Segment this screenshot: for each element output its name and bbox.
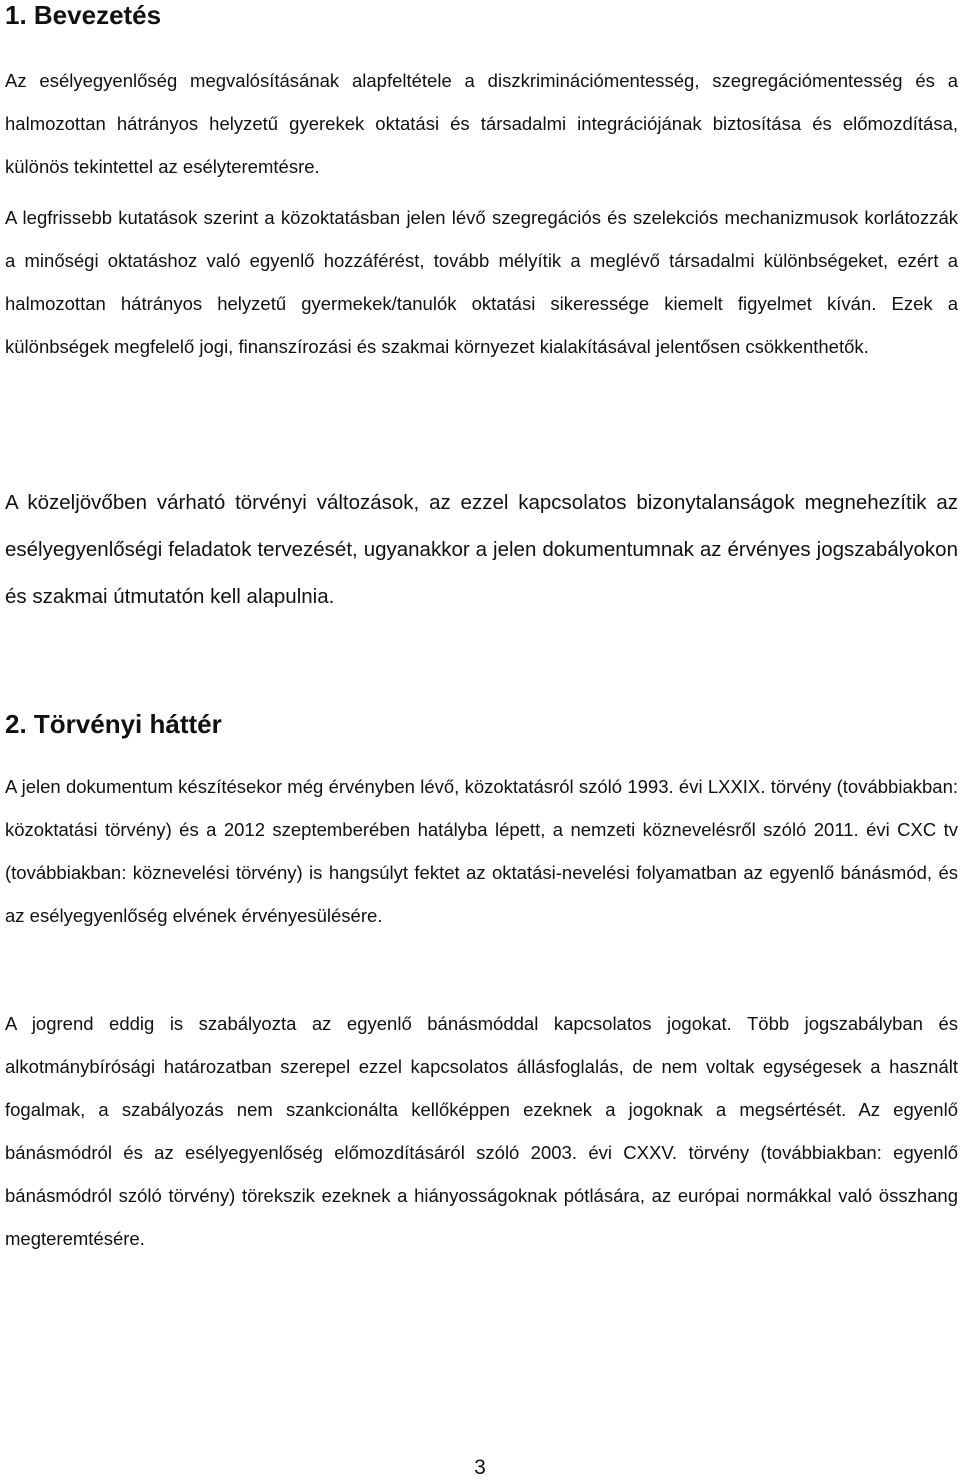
intro-paragraph: Az esélyegyenlőség megvalósításának alapfeltétele a diszkriminációmentesség, szegregációmentesség és a halmozottan hátrányos helyzetű gyerekek oktatási és társadalmi integrációjának biztosítása és előmozdítása, különös tekintettel az esélyteremtésre. xyxy=(5,70,958,177)
legal-changes-paragraph: A közeljövőben várható törvényi változások, az ezzel kapcsolatos bizonytalanságok megnehezítik az esélyegyenlőségi feladatok tervezését, ugyanakkor a jelen dokumentumnak az érvényes jogszabályokon és szakmai útmutatón kell alapulnia. xyxy=(5,491,958,608)
section-2-heading: 2. Törvényi háttér xyxy=(5,709,222,739)
legal-order-paragraph: A jogrend eddig is szabályozta az egyenlő bánásmóddal kapcsolatos jogokat. Több jogszabályban és alkotmánybírósági határozatban szerepel ezzel kapcsolatos állásfoglalás, de nem voltak egységesek a használt fogalmak, a szabályozás nem szankcionálta kellőképpen ezeknek a jogoknak a megsértését. Az egyenlő bánásmódról és az esélyegyenlőség előmozdításáról szóló 2003. évi CXXV. törvény (továbbiakban: egyenlő bánásmódról szóló törvény) törekszik ezeknek a hiányosságoknak pótlására, az európai normákkal való összhang megteremtésére. xyxy=(5,1013,958,1249)
section-1-heading: 1. Bevezetés xyxy=(5,0,162,30)
page-number: 3 xyxy=(474,1456,486,1479)
research-paragraph: A legfrissebb kutatások szerint a közoktatásban jelen lévő szegregációs és szelekciós mechanizmusok korlátozzák a minőségi oktatáshoz való egyenlő hozzáférést, tovább mélyítik a meglévő társadalmi különbségeket, ezért a halmozottan hátrányos helyzetű gyermekek/tanulók oktatási sikeressége kiemelt figyelmet kíván. Ezek a különbségek megfelelő jogi, finanszírozási és szakmai környezet kialakításával jelentősen csökkenthetők. xyxy=(5,207,958,357)
legal-background-paragraph: A jelen dokumentum készítésekor még érvényben lévő, közoktatásról szóló 1993. évi LXXIX. törvény (továbbiakban: közoktatási törvény) és a 2012 szeptemberében hatályba lépett, a nemzeti köznevelésről szóló 2011. évi CXC tv (továbbiakban: köznevelési törvény) is hangsúlyt fektet az oktatási-nevelési folyamatban az egyenlő bánásmód, és az esélyegyenlőség elvének érvényesülésére. xyxy=(5,776,958,926)
